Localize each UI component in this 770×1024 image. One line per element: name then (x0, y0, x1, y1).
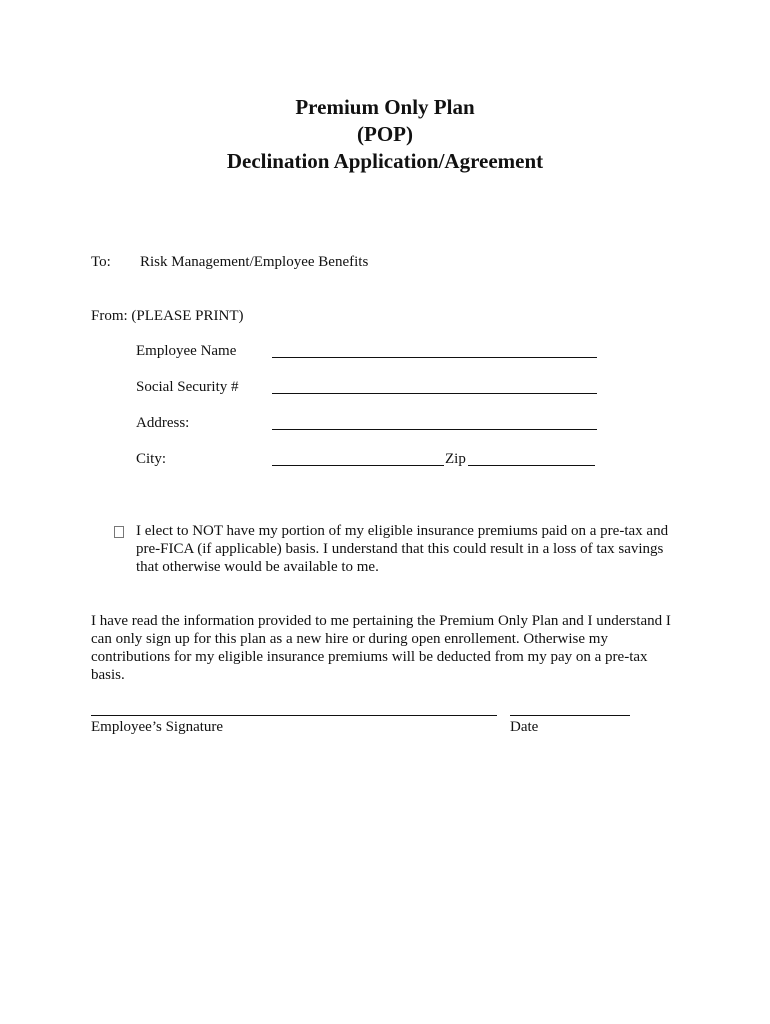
zip-label: Zip (445, 451, 466, 467)
employee-name-field[interactable] (272, 357, 597, 358)
employee-name-label: Employee Name (136, 343, 237, 359)
date-field[interactable] (510, 715, 630, 716)
to-value: Risk Management/Employee Benefits (140, 254, 369, 270)
city-label: City: (136, 451, 167, 467)
address-field[interactable] (272, 429, 597, 430)
signature-label: Employee’s Signature (91, 719, 224, 735)
ssn-field[interactable] (272, 393, 597, 394)
election-text: I elect to NOT have my portion of my eligible insurance premiums paid on a pre-tax and pre-FICA (if applicable) basis. I understand that this could result in a loss of tax savings that otherwise would be available to me. (136, 523, 669, 575)
acknowledgement-paragraph: I have read the information provided to me pertaining the Premium Only Plan and I understand I can only sign up for this plan as a new hire or during open enrollement. Otherwise my contributions for my eligible insurance premiums will be deducted from my pay on a pre-tax basis. (91, 613, 671, 683)
city-field[interactable] (272, 465, 444, 466)
address-label: Address: (136, 415, 190, 431)
zip-field[interactable] (468, 465, 595, 466)
signature-field[interactable] (91, 715, 497, 716)
from-label: From: (PLEASE PRINT) (91, 308, 244, 324)
title-line-3: Declination Application/Agreement (226, 149, 544, 173)
document-title (0, 94, 770, 175)
title-line-1: Premium Only Plan (295, 95, 475, 119)
to-label: To: (91, 254, 111, 270)
title-line-2: (POP) (357, 122, 413, 146)
ssn-label: Social Security # (136, 379, 239, 395)
elect-checkbox[interactable] (114, 526, 124, 538)
date-label: Date (510, 719, 539, 735)
